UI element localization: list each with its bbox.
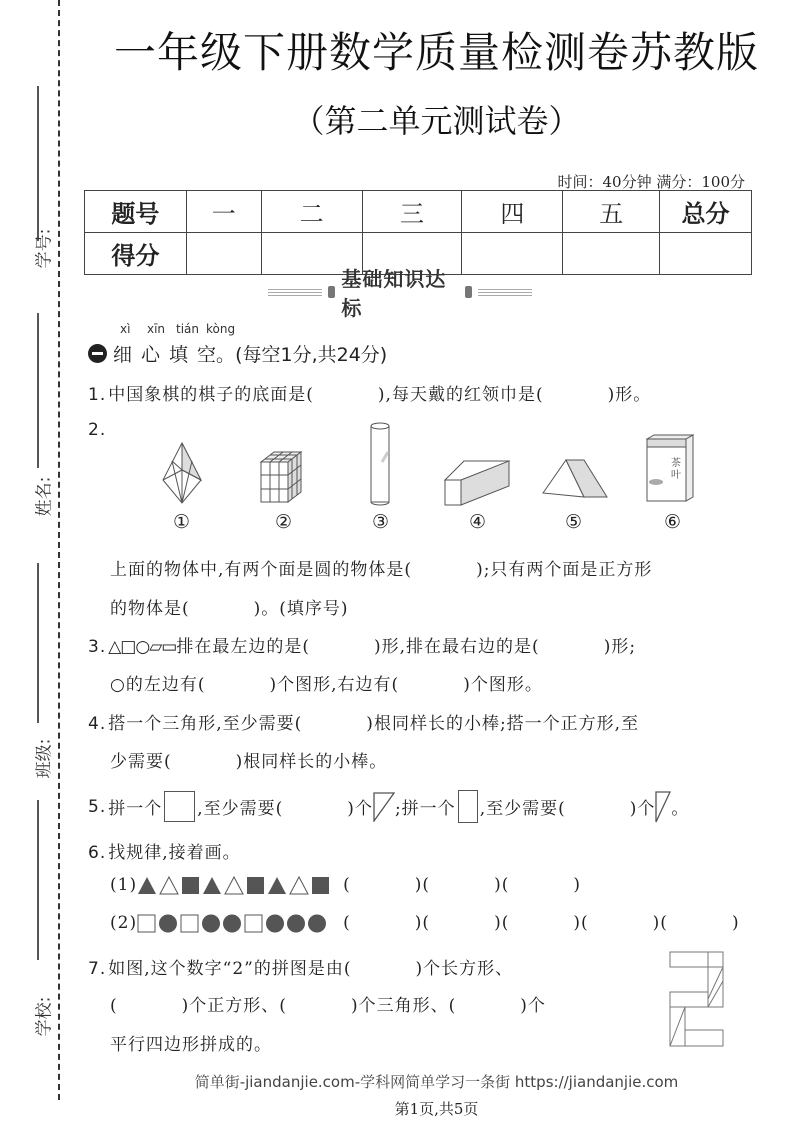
score-cell[interactable] [186,233,261,275]
pyramid-figure-icon [162,442,202,504]
section-title: 细 心 填 空。 [113,344,236,366]
question-4: 4. 搭一个三角形,至少需要( )根同样长的小棒;搭一个正方形,至 [88,714,640,734]
banner-label: 基础知识达标 [341,267,447,320]
figure-label: ② [275,511,293,533]
school-line[interactable] [37,800,39,960]
class-label: 班级: [34,738,55,779]
cuboid-figure-icon [444,460,510,506]
class-line[interactable] [37,563,39,723]
section-number-one-icon [88,344,107,363]
pattern-1-shapes-icon [137,875,343,895]
section-points: (每空1分,共24分) [235,344,388,366]
pattern-2-shapes-icon [137,913,343,933]
question-6: 6. 找规律,接着画。 [88,843,241,863]
section-heading [88,340,387,367]
question-7: 7. 如图,这个数字“2”的拼图是由( )个长方形、 [88,959,514,979]
cylinder-figure-icon [370,422,390,506]
figure-label: ③ [372,511,390,533]
pattern-row-2: (2) ( )( )( )( )( ) [110,913,740,933]
pinyin: tián [176,322,199,336]
exam-meta: 时间：40分钟 满分：100分 [557,173,745,191]
question-3: 3. △□○▱▭排在最左边的是( )形,排在最右边的是( )形; [88,637,637,657]
col-header: 二 [261,191,362,233]
col-header: 三 [362,191,462,233]
row-header-question: 题号 [85,191,187,233]
circle-icon: ○ [110,675,126,695]
question-1: 1. 中国象棋的棋子的底面是( ),每天戴的红领巾是( )形。 [88,385,652,405]
square-icon [164,791,195,822]
col-header-total: 总分 [660,191,752,233]
score-table-header-row [85,191,752,233]
binding-dashed-line [58,0,60,1100]
question-5: 5. 拼一个 ,至少需要( )个 ;拼一个 ,至少需要( )个 。 [88,790,689,823]
question-2-number: 2. [88,420,107,440]
student-id-line[interactable] [37,86,39,241]
name-label: 姓名: [34,476,55,517]
right-triangle-icon [655,791,671,823]
name-line[interactable] [37,313,39,468]
col-header: 一 [186,191,261,233]
figure-label: ④ [469,511,487,533]
banner-ornament-icon [328,286,335,298]
pattern-1-blanks[interactable]: ( )( )( ) [343,875,582,895]
banner-ornament-icon [465,286,472,298]
page-number: 第1页,共5页 [394,1100,479,1118]
question-4-line-2: 少需要( )根同样长的小棒。 [110,752,388,772]
school-label: 学校: [34,996,55,1037]
right-triangle-icon [373,792,395,822]
question-1-text: 中国象棋的棋子的底面是( ),每天戴的红领巾是( )形。 [108,385,652,405]
section-banner [268,267,532,320]
figure-label: ① [173,511,191,533]
figure-label: ⑥ [664,511,682,533]
col-header: 五 [563,191,660,233]
score-cell[interactable] [462,233,563,275]
pinyin: xì [120,322,131,336]
tea-box-figure-icon [646,434,694,502]
question-7-line-2: ( )个正方形、( )个三角形、( )个 [110,996,546,1016]
footer-source-link[interactable]: 简单街-jiandanjie.com-学科网简单学习一条街 https://jiandanjie.com [194,1073,679,1091]
question-2-line-1: 上面的物体中,有两个面是圆的物体是( );只有两个面是正方形 [110,560,653,580]
tea-box-label: 茶叶 [671,458,681,481]
question-3-line-2: ○的左边有( )个图形,右边有( )个图形。 [110,675,543,695]
question-2-line-2: 的物体是( )。(填序号) [110,599,349,619]
col-header: 四 [462,191,563,233]
page-title: 一年级下册数学质量检测卷苏教版 [113,28,759,77]
pinyin: kòng [206,322,236,336]
digit-two-puzzle-icon [669,951,725,1047]
student-id-label: 学号: [34,228,55,269]
rectangle-icon [458,790,478,823]
score-cell[interactable] [563,233,660,275]
pattern-2-blanks[interactable]: ( )( )( )( )( ) [343,913,740,933]
banner-rule-right [478,289,532,296]
shape-sequence: △□○▱▭ [108,637,177,657]
triangular-prism-figure-icon [542,459,608,499]
pinyin: xīn [147,322,166,336]
row-header-score: 得分 [85,233,187,275]
question-7-line-3: 平行四边形拼成的。 [110,1035,272,1055]
page-subtitle: （第二单元测试卷） [292,102,581,140]
figure-label: ⑤ [565,511,583,533]
score-cell-total[interactable] [660,233,752,275]
rubiks-cube-figure-icon [260,449,302,503]
banner-rule-left [268,289,322,296]
pattern-row-1: (1) ( )( )( ) [110,875,582,895]
